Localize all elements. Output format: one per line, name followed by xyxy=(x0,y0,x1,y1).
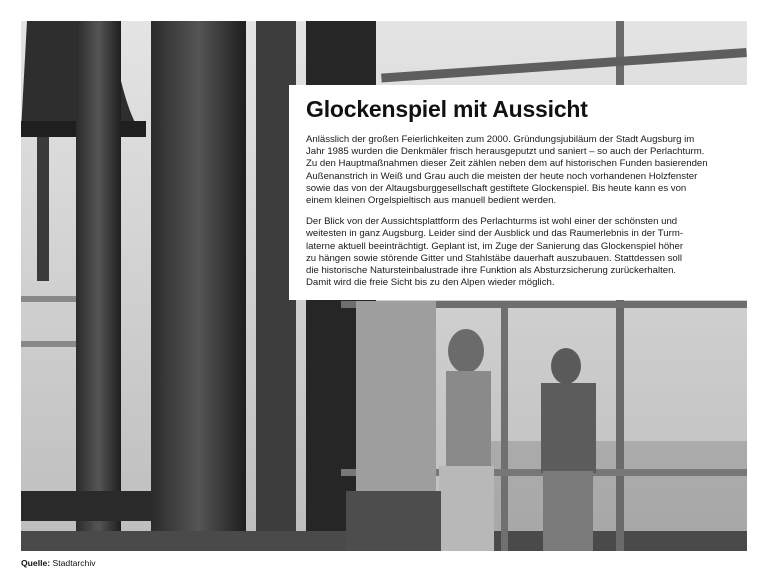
paragraph-line: Außenanstrich in Weiß und Grau auch die meisten der heute noch vorhandenen Holzfenster xyxy=(306,170,698,182)
paragraph-line: Der Blick von der Aussichtsplattform des Perlachturms ist wohl einer der schönsten und xyxy=(306,216,678,228)
source-value: Stadtarchiv xyxy=(52,558,96,568)
paragraph-line: weitesten in ganz Augsburg. Leider sind der Ausblick und das Raumerlebnis in der Turm- xyxy=(306,228,684,240)
paragraph-line: Anlässlich der großen Feierlichkeiten zum 2000. Gründungsjubiläum der Stadt Augsburg im xyxy=(306,134,695,145)
paragraph-line: einem kleinen Orgelspieltisch aus manuell bedient werden. xyxy=(306,195,557,207)
paragraph-line: Zu den Hauptmaßnahmen dieser Zeit zählen neben dem auf historischen Funden basierenden xyxy=(306,158,708,170)
page-title: Glockenspiel mit Aussicht xyxy=(306,96,588,122)
paragraph-2 xyxy=(306,216,735,289)
paragraph-line: Jahr 1985 wurden die Denkmäler frisch herausgeputzt und saniert – so auch der Perlachturm. xyxy=(306,146,705,158)
source-label: Quelle: xyxy=(21,558,51,568)
text-panel xyxy=(289,85,747,300)
paragraph-line: sowie das von der Altaugsburggesellschaft gestiftete Glockenspiel. Bis heute kann es von xyxy=(306,182,687,194)
paragraph-line: zu hängen sowie störende Gitter und Stahlstäbe dauerhaft auszubauen. Stattdessen soll xyxy=(306,252,683,264)
paragraph-line: laterne aktuell beeinträchtigt. Geplant ist, im Zuge der Sanierung das Glockenspiel höher xyxy=(306,240,684,252)
paragraph-line: die historische Natursteinbalustrade ihre Funktion als Absturzsicherung zurückerhalten. xyxy=(306,265,677,277)
paragraph-1 xyxy=(306,134,735,207)
source-credit xyxy=(21,558,96,568)
paragraph-line: Damit wird die freie Sicht bis zu den Alpen wieder möglich. xyxy=(306,277,555,289)
